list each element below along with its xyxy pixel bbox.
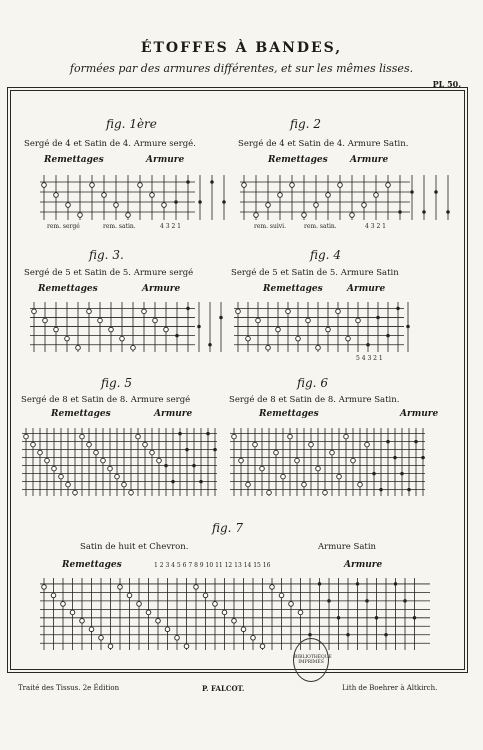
footer-right: Lith de Boehrer à Altkirch.	[342, 684, 438, 692]
fig1-bottom-mid: rem. satin.	[103, 223, 136, 230]
fig7-left-label: Remettages	[62, 560, 122, 570]
fig1-caption: Sergé de 4 et Satin de 4. Armure sergé.	[24, 139, 196, 149]
fig3-label: fig. 3.	[89, 248, 124, 262]
fig1-diagram	[40, 175, 195, 220]
fig1-label: fig. 1ère	[106, 117, 157, 131]
fig7-right-label: Armure	[344, 560, 383, 570]
fig6-right-label: Armure	[400, 409, 439, 419]
fig6-diagram	[230, 428, 425, 496]
fig2-label: fig. 2	[290, 117, 321, 131]
fig1-left-label: Remettages	[44, 155, 104, 165]
fig3-left-label: Remettages	[38, 284, 98, 294]
fig2-bottom-left: rem. suivi.	[254, 223, 287, 230]
fig7-top-numbers: 1 2 3 4 5 6 7 8 9 10 11 12 13 14 15 16	[154, 562, 271, 569]
fig7-caption: Satin de huit et Chevron.	[80, 542, 189, 552]
page-subtitle: formées par des armures différentes, et sur les mêmes lisses.	[69, 62, 414, 75]
fig7-diagram	[40, 578, 430, 650]
fig6-label: fig. 6	[297, 376, 328, 390]
fig2-left-label: Remettages	[268, 155, 328, 165]
fig7-label: fig. 7	[212, 521, 243, 535]
fig2-diagram	[240, 175, 410, 220]
fig2-bottom-mid: rem. satin.	[304, 223, 337, 230]
fig4-right-label: Armure	[347, 284, 386, 294]
fig5-diagram	[22, 428, 217, 496]
plate-number: PL 50.	[432, 79, 461, 89]
fig4-bottom-right: 5 4 3 2 1	[356, 355, 383, 362]
footer-center: P. FALCOT.	[202, 684, 245, 693]
library-stamp: BIBLIOTHÈQUE IMPRIMÉS	[293, 638, 329, 682]
fig2-caption: Sergé de 4 et Satin de 4. Armure Satin.	[238, 139, 409, 149]
fig4-label: fig. 4	[310, 248, 341, 262]
fig5-caption: Sergé de 8 et Satin de 8. Armure sergé	[21, 395, 191, 405]
fig5-right-label: Armure	[154, 409, 193, 419]
fig1-bottom-right: 4 3 2 1	[160, 223, 181, 230]
fig2-right-label: Armure	[350, 155, 389, 165]
page-title: ÉTOFFES À BANDES,	[140, 40, 343, 56]
fig3-caption: Sergé de 5 et Satin de 5. Armure sergé	[24, 268, 194, 278]
fig1-right-label: Armure	[146, 155, 185, 165]
fig7-right-caption: Armure Satin	[318, 542, 377, 552]
fig2-bottom-right: 4 3 2 1	[365, 223, 386, 230]
fig5-label: fig. 5	[101, 376, 132, 390]
fig6-caption: Sergé de 8 et Satin de 8. Armure Satin.	[229, 395, 400, 405]
fig3-diagram	[30, 302, 195, 352]
fig3-right-label: Armure	[142, 284, 181, 294]
footer-left: Traité des Tissus. 2e Édition	[18, 684, 120, 692]
fig6-left-label: Remettages	[259, 409, 319, 419]
fig4-left-label: Remettages	[263, 284, 323, 294]
fig1-bottom-left: rem. sergé	[47, 223, 80, 230]
fig5-left-label: Remettages	[51, 409, 111, 419]
fig4-caption: Sergé de 5 et Satin de 5. Armure Satin	[231, 268, 399, 278]
fig4-diagram	[234, 302, 404, 352]
